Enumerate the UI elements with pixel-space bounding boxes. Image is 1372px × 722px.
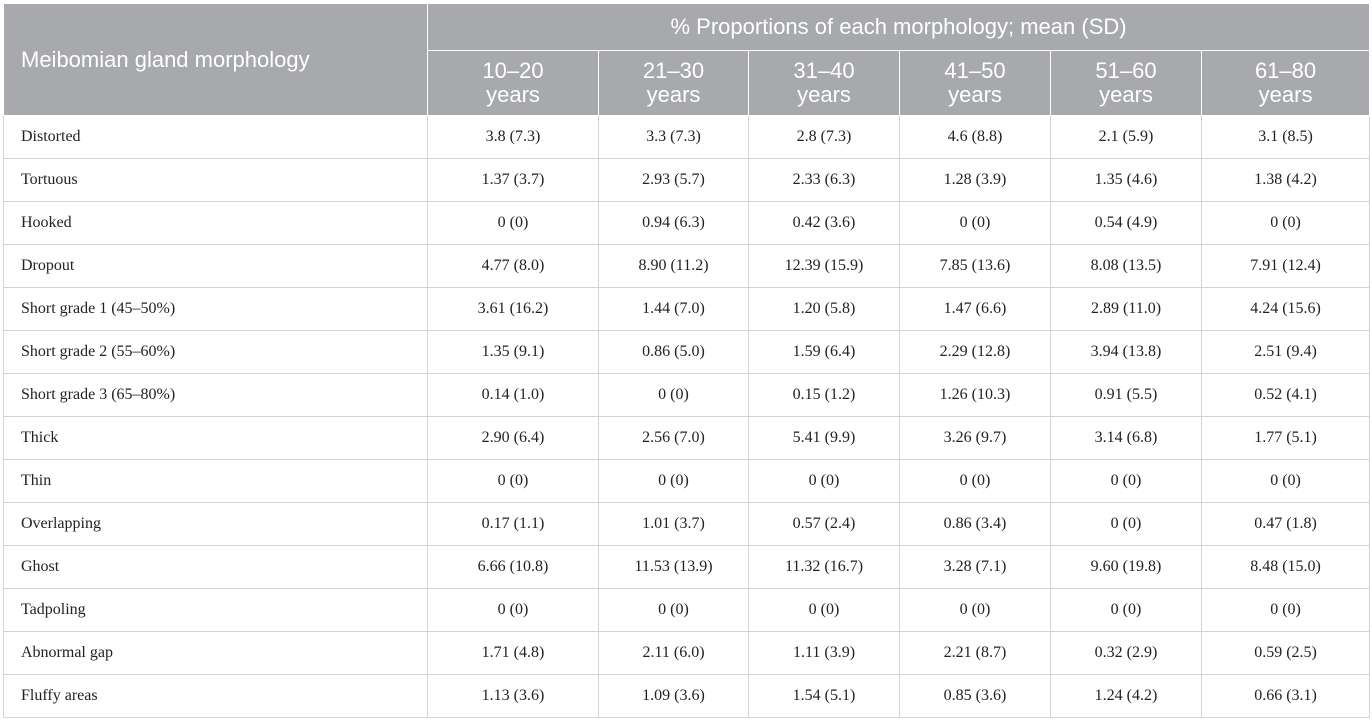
- value-cell: 6.66 (10.8): [428, 546, 599, 589]
- value-cell: 0.17 (1.1): [428, 503, 599, 546]
- row-label: Abnormal gap: [4, 632, 428, 675]
- table-row: [4, 202, 1370, 245]
- value-cell: 2.8 (7.3): [749, 116, 900, 159]
- table-row: [4, 159, 1370, 202]
- value-cell: 3.1 (8.5): [1202, 116, 1370, 159]
- value-cell: 4.6 (8.8): [900, 116, 1051, 159]
- value-cell: 2.33 (6.3): [749, 159, 900, 202]
- value-cell: 3.94 (13.8): [1051, 331, 1202, 374]
- value-cell: 0 (0): [1051, 460, 1202, 503]
- age-unit: years: [797, 82, 851, 107]
- value-cell: 0.32 (2.9): [1051, 632, 1202, 675]
- age-range: 61–80: [1254, 58, 1317, 83]
- row-label: Hooked: [4, 202, 428, 245]
- age-range: 41–50: [944, 58, 1006, 83]
- value-cell: 2.29 (12.8): [900, 331, 1051, 374]
- table-row: [4, 675, 1370, 718]
- age-unit: years: [1258, 82, 1313, 107]
- value-cell: 2.90 (6.4): [428, 417, 599, 460]
- value-cell: 7.91 (12.4): [1202, 245, 1370, 288]
- header-age-group: [1202, 51, 1370, 116]
- value-cell: 0 (0): [1051, 503, 1202, 546]
- table-row: [4, 546, 1370, 589]
- table-row: [4, 632, 1370, 675]
- value-cell: 3.26 (9.7): [900, 417, 1051, 460]
- value-cell: 2.93 (5.7): [599, 159, 749, 202]
- value-cell: 0 (0): [599, 374, 749, 417]
- table-row: [4, 589, 1370, 632]
- row-label: Overlapping: [4, 503, 428, 546]
- value-cell: 0.14 (1.0): [428, 374, 599, 417]
- value-cell: 1.44 (7.0): [599, 288, 749, 331]
- value-cell: 0 (0): [428, 589, 599, 632]
- value-cell: 1.01 (3.7): [599, 503, 749, 546]
- row-label: Fluffy areas: [4, 675, 428, 718]
- value-cell: 0 (0): [1202, 460, 1370, 503]
- value-cell: 1.13 (3.6): [428, 675, 599, 718]
- table-row: [4, 288, 1370, 331]
- value-cell: 0.47 (1.8): [1202, 503, 1370, 546]
- header-age-group: [428, 51, 599, 116]
- age-range: 21–30: [642, 58, 705, 83]
- row-label: Distorted: [4, 116, 428, 159]
- value-cell: 0.91 (5.5): [1051, 374, 1202, 417]
- row-label: Short grade 3 (65–80%): [4, 374, 428, 417]
- value-cell: 2.11 (6.0): [599, 632, 749, 675]
- value-cell: 1.24 (4.2): [1051, 675, 1202, 718]
- value-cell: 0.94 (6.3): [599, 202, 749, 245]
- header-age-group: [1051, 51, 1202, 116]
- value-cell: 8.48 (15.0): [1202, 546, 1370, 589]
- value-cell: 1.71 (4.8): [428, 632, 599, 675]
- value-cell: 12.39 (15.9): [749, 245, 900, 288]
- value-cell: 0 (0): [749, 589, 900, 632]
- value-cell: 1.35 (4.6): [1051, 159, 1202, 202]
- value-cell: 0 (0): [1202, 589, 1370, 632]
- value-cell: 3.28 (7.1): [900, 546, 1051, 589]
- header-age-group: [900, 51, 1051, 116]
- value-cell: 3.61 (16.2): [428, 288, 599, 331]
- value-cell: 0 (0): [900, 460, 1051, 503]
- value-cell: 0.15 (1.2): [749, 374, 900, 417]
- row-label: Thin: [4, 460, 428, 503]
- row-label: Tadpoling: [4, 589, 428, 632]
- table-row: [4, 503, 1370, 546]
- table-header: [4, 4, 1370, 116]
- value-cell: 11.53 (13.9): [599, 546, 749, 589]
- value-cell: 0.42 (3.6): [749, 202, 900, 245]
- value-cell: 3.3 (7.3): [599, 116, 749, 159]
- row-label: Dropout: [4, 245, 428, 288]
- table-row: [4, 331, 1370, 374]
- value-cell: 4.24 (15.6): [1202, 288, 1370, 331]
- age-unit: years: [948, 82, 1002, 107]
- row-label: Short grade 1 (45–50%): [4, 288, 428, 331]
- value-cell: 1.54 (5.1): [749, 675, 900, 718]
- row-label: Short grade 2 (55–60%): [4, 331, 428, 374]
- value-cell: 2.51 (9.4): [1202, 331, 1370, 374]
- value-cell: 3.14 (6.8): [1051, 417, 1202, 460]
- value-cell: 0 (0): [900, 202, 1051, 245]
- value-cell: 1.37 (3.7): [428, 159, 599, 202]
- value-cell: 0.66 (3.1): [1202, 675, 1370, 718]
- value-cell: 1.35 (9.1): [428, 331, 599, 374]
- morphology-table: [3, 3, 1370, 718]
- value-cell: 4.77 (8.0): [428, 245, 599, 288]
- value-cell: 0.52 (4.1): [1202, 374, 1370, 417]
- value-cell: 1.09 (3.6): [599, 675, 749, 718]
- header-age-group: [749, 51, 900, 116]
- value-cell: 1.47 (6.6): [900, 288, 1051, 331]
- table-row: [4, 245, 1370, 288]
- value-cell: 2.1 (5.9): [1051, 116, 1202, 159]
- value-cell: 1.26 (10.3): [900, 374, 1051, 417]
- value-cell: 0.54 (4.9): [1051, 202, 1202, 245]
- age-unit: years: [646, 82, 701, 107]
- age-unit: years: [486, 82, 540, 107]
- header-row-group: [4, 4, 1370, 51]
- value-cell: 0 (0): [428, 460, 599, 503]
- value-cell: 1.77 (5.1): [1202, 417, 1370, 460]
- value-cell: 0.85 (3.6): [900, 675, 1051, 718]
- age-range: 31–40: [793, 58, 855, 83]
- value-cell: 0 (0): [428, 202, 599, 245]
- header-first-col: Meibomian gland morphology: [4, 4, 428, 116]
- value-cell: 8.08 (13.5): [1051, 245, 1202, 288]
- table-body: [4, 116, 1370, 718]
- value-cell: 3.8 (7.3): [428, 116, 599, 159]
- value-cell: 0.57 (2.4): [749, 503, 900, 546]
- value-cell: 0.86 (3.4): [900, 503, 1051, 546]
- row-label: Tortuous: [4, 159, 428, 202]
- value-cell: 2.89 (11.0): [1051, 288, 1202, 331]
- value-cell: 0 (0): [599, 589, 749, 632]
- value-cell: 7.85 (13.6): [900, 245, 1051, 288]
- value-cell: 0 (0): [1051, 589, 1202, 632]
- value-cell: 2.56 (7.0): [599, 417, 749, 460]
- value-cell: 0 (0): [599, 460, 749, 503]
- value-cell: 8.90 (11.2): [599, 245, 749, 288]
- value-cell: 1.11 (3.9): [749, 632, 900, 675]
- value-cell: 1.59 (6.4): [749, 331, 900, 374]
- value-cell: 2.21 (8.7): [900, 632, 1051, 675]
- value-cell: 9.60 (19.8): [1051, 546, 1202, 589]
- row-label: Ghost: [4, 546, 428, 589]
- value-cell: 0.59 (2.5): [1202, 632, 1370, 675]
- value-cell: 0 (0): [1202, 202, 1370, 245]
- value-cell: 0 (0): [749, 460, 900, 503]
- value-cell: 0.86 (5.0): [599, 331, 749, 374]
- value-cell: 0 (0): [900, 589, 1051, 632]
- table-row: [4, 374, 1370, 417]
- value-cell: 11.32 (16.7): [749, 546, 900, 589]
- value-cell: 1.20 (5.8): [749, 288, 900, 331]
- header-age-group: [599, 51, 749, 116]
- table-row: [4, 417, 1370, 460]
- header-group: % Proportions of each morphology; mean (SD): [428, 4, 1370, 51]
- value-cell: 5.41 (9.9): [749, 417, 900, 460]
- value-cell: 1.28 (3.9): [900, 159, 1051, 202]
- age-unit: years: [1099, 82, 1153, 107]
- age-range: 10–20: [482, 58, 544, 83]
- table-row: [4, 116, 1370, 159]
- row-label: Thick: [4, 417, 428, 460]
- table-row: [4, 460, 1370, 503]
- age-range: 51–60: [1095, 58, 1157, 83]
- value-cell: 1.38 (4.2): [1202, 159, 1370, 202]
